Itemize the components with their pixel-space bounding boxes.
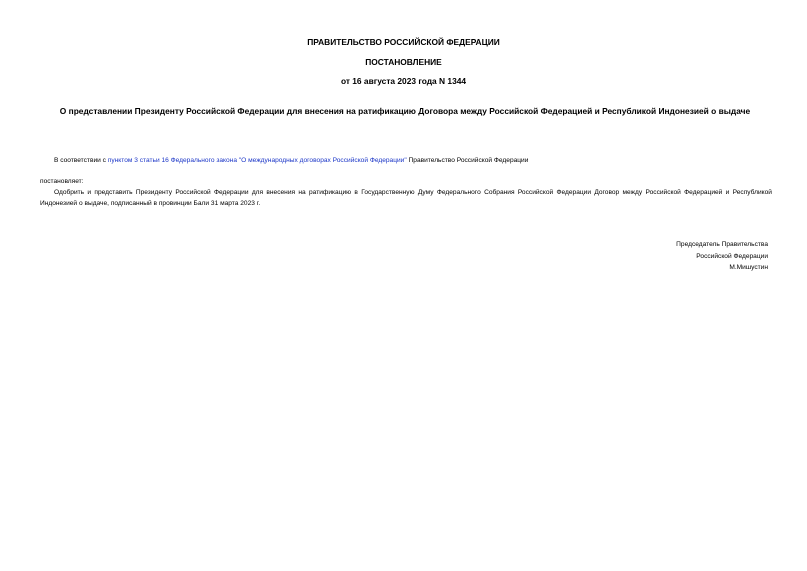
- preamble-prefix: В соответствии с: [54, 157, 108, 164]
- law-reference-link[interactable]: пунктом 3 статьи 16 Федерального закона "О международных договорах Российской Федерации": [107, 157, 407, 164]
- signature-block: [676, 239, 768, 274]
- decree-body: [40, 187, 772, 209]
- signature-title-2: Российской Федерации: [696, 252, 768, 260]
- decree-word: постановляет:: [40, 178, 84, 185]
- decree-body-text: Одобрить и представить Президенту Российской Федерации для внесения на ратификацию в Государственную Думу Федерального Собрания Российской Федерации Договор между Российской Федерацией и Республикой Индонезией о выдаче, подписанный в провинции Бали 31 марта 2023 г.: [40, 189, 772, 207]
- preamble: [54, 157, 528, 164]
- signatory-name: М.Мишустин: [729, 264, 768, 271]
- preamble-suffix: Правительство Российской Федерации: [406, 157, 529, 164]
- document-subject: О представлении Президенту Российской Федерации для внесения на ратификацию Договора между Российской Федерацией и Республикой Индонезией о выдаче: [59, 106, 751, 116]
- document-date-number: от 16 августа 2023 года N 1344: [340, 76, 467, 86]
- document-type: ПОСТАНОВЛЕНИЕ: [365, 57, 442, 67]
- header-organization: ПРАВИТЕЛЬСТВО РОССИЙСКОЙ ФЕДЕРАЦИИ: [307, 37, 500, 47]
- signature-title: Председатель Правительства: [676, 241, 768, 248]
